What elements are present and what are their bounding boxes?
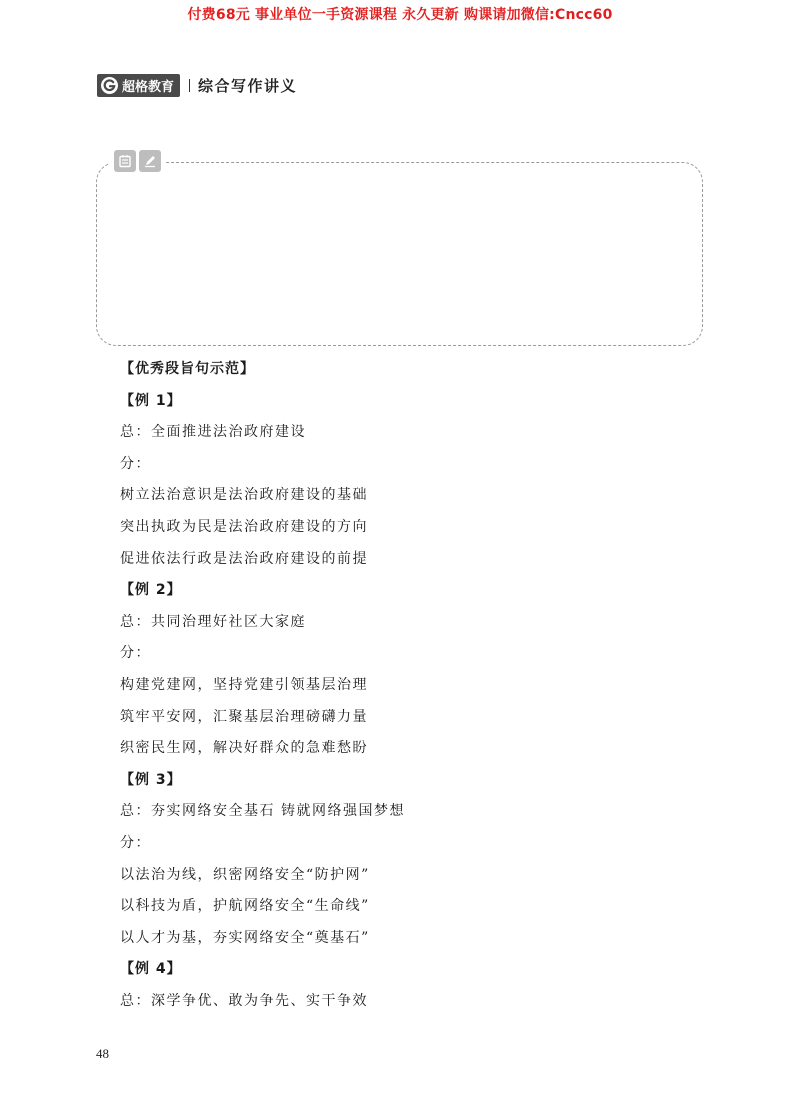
section-heading: 【优秀段旨句示范】: [120, 361, 255, 377]
main-content: [120, 356, 680, 1019]
example-point: 以法治为线，织密网络安全“防护网”: [120, 866, 370, 883]
example-point: 突出执政为民是法治政府建设的方向: [120, 518, 368, 535]
pencil-icon: [139, 150, 161, 172]
example-4: [120, 956, 680, 1019]
note-icon-group: [110, 150, 165, 172]
g-circle-logo-icon: [101, 77, 118, 94]
example-label: 【例 2】: [120, 582, 182, 599]
example-label: 【例 4】: [120, 961, 182, 978]
example-summary: 总：深学争优、敢为争先、实干争效: [120, 992, 368, 1009]
example-summary: 总：夯实网络安全基石 铸就网络强国梦想: [120, 803, 405, 820]
example-point: 促进依法行政是法治政府建设的前提: [120, 550, 368, 567]
example-point: 构建党建网，坚持党建引领基层治理: [120, 676, 368, 693]
example-2: [120, 577, 680, 767]
notes-box: [96, 162, 703, 346]
example-sub-label: 分：: [120, 645, 151, 662]
example-point: 织密民生网，解决好群众的急难愁盼: [120, 740, 368, 757]
example-summary: 总：全面推进法治政府建设: [120, 424, 306, 441]
example-label: 【例 1】: [120, 392, 182, 409]
example-sub-label: 分：: [120, 455, 151, 472]
page-header: [97, 74, 297, 97]
example-point: 以科技为盾，护航网络安全“生命线”: [120, 898, 370, 915]
brand-name: 超格教育: [122, 80, 175, 95]
example-3: [120, 767, 680, 957]
page-title: 综合写作讲义: [198, 77, 298, 95]
example-summary: 总：共同治理好社区大家庭: [120, 613, 306, 630]
example-label: 【例 3】: [120, 771, 182, 788]
notepad-icon: [114, 150, 136, 172]
example-1: [120, 388, 680, 578]
header-divider: [189, 79, 190, 92]
brand-logo: [97, 74, 180, 97]
example-point: 以人才为基，夯实网络安全“奠基石”: [120, 929, 370, 946]
page-number: 48: [96, 1046, 109, 1061]
example-point: 筑牢平安网，汇聚基层治理磅礴力量: [120, 708, 368, 725]
example-sub-label: 分：: [120, 834, 151, 851]
example-point: 树立法治意识是法治政府建设的基础: [120, 487, 368, 504]
promo-banner: 付费68元 事业单位一手资源课程 永久更新 购课请加微信:Cncc60: [187, 7, 613, 23]
